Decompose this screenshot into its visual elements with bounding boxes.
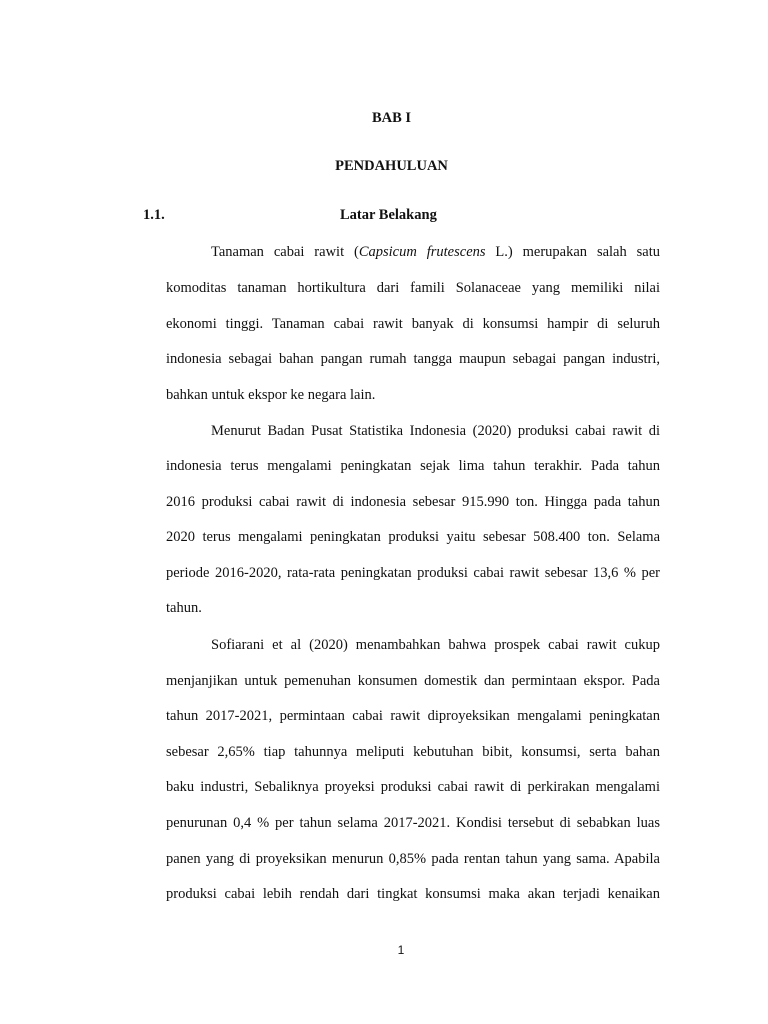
paragraph-3-line-7: panen yang di proyeksikan menurun 0,85% pada rentan tahun yang sama. Apabila <box>166 851 660 867</box>
chapter-title: PENDAHULUAN <box>335 158 448 174</box>
paragraph-2-line-1: Menurut Badan Pusat Statistika Indonesia (2020) produksi cabai rawit di <box>211 423 660 439</box>
paragraph-1-line-4: indonesia sebagai bahan pangan rumah tangga maupun sebagai pangan industri, <box>166 351 660 367</box>
paragraph-2-line-6: tahun. <box>166 600 202 616</box>
section-number: 1.1. <box>143 207 165 223</box>
paragraph-1-line-3: ekonomi tinggi. Tanaman cabai rawit banyak di konsumsi hampir di seluruh <box>166 316 660 332</box>
paragraph-1-line-5: bahkan untuk ekspor ke negara lain. <box>166 387 376 403</box>
section-title: Latar Belakang <box>340 207 437 223</box>
paragraph-1-line-2: komoditas tanaman hortikultura dari famili Solanaceae yang memiliki nilai <box>166 280 660 296</box>
paragraph-3-line-4: sebesar 2,65% tiap tahunnya meliputi kebutuhan bibit, konsumsi, serta bahan <box>166 744 660 760</box>
paragraph-1-line-1: Tanaman cabai rawit (Capsicum frutescens L.) merupakan salah satu <box>211 244 660 260</box>
page-number: 1 <box>397 943 405 957</box>
paragraph-2-line-3: 2016 produksi cabai rawit di indonesia sebesar 915.990 ton. Hingga pada tahun <box>166 494 660 510</box>
paragraph-3-line-5: baku industri, Sebaliknya proyeksi produksi cabai rawit di perkirakan mengalami <box>166 779 660 795</box>
paragraph-3-line-1: Sofiarani et al (2020) menambahkan bahwa prospek cabai rawit cukup <box>211 637 660 653</box>
paragraph-3-line-8: produksi cabai lebih rendah dari tingkat konsumsi maka akan terjadi kenaikan <box>166 886 660 902</box>
paragraph-2-line-2: indonesia terus mengalami peningkatan sejak lima tahun terakhir. Pada tahun <box>166 458 660 474</box>
paragraph-2-line-4: 2020 terus mengalami peningkatan produksi yaitu sebesar 508.400 ton. Selama <box>166 529 660 545</box>
paragraph-3-line-3: tahun 2017-2021, permintaan cabai rawit diproyeksikan mengalami peningkatan <box>166 708 660 724</box>
scientific-name: Capsicum frutescens <box>358 244 486 260</box>
paragraph-3-line-6: penurunan 0,4 % per tahun selama 2017-2021. Kondisi tersebut di sebabkan luas <box>166 815 660 831</box>
paragraph-2-line-5: periode 2016-2020, rata-rata peningkatan produksi cabai rawit sebesar 13,6 % per <box>166 565 660 581</box>
chapter-number: BAB I <box>371 110 412 126</box>
paragraph-3-line-2: menjanjikan untuk pemenuhan konsumen domestik dan permintaan ekspor. Pada <box>166 673 660 689</box>
